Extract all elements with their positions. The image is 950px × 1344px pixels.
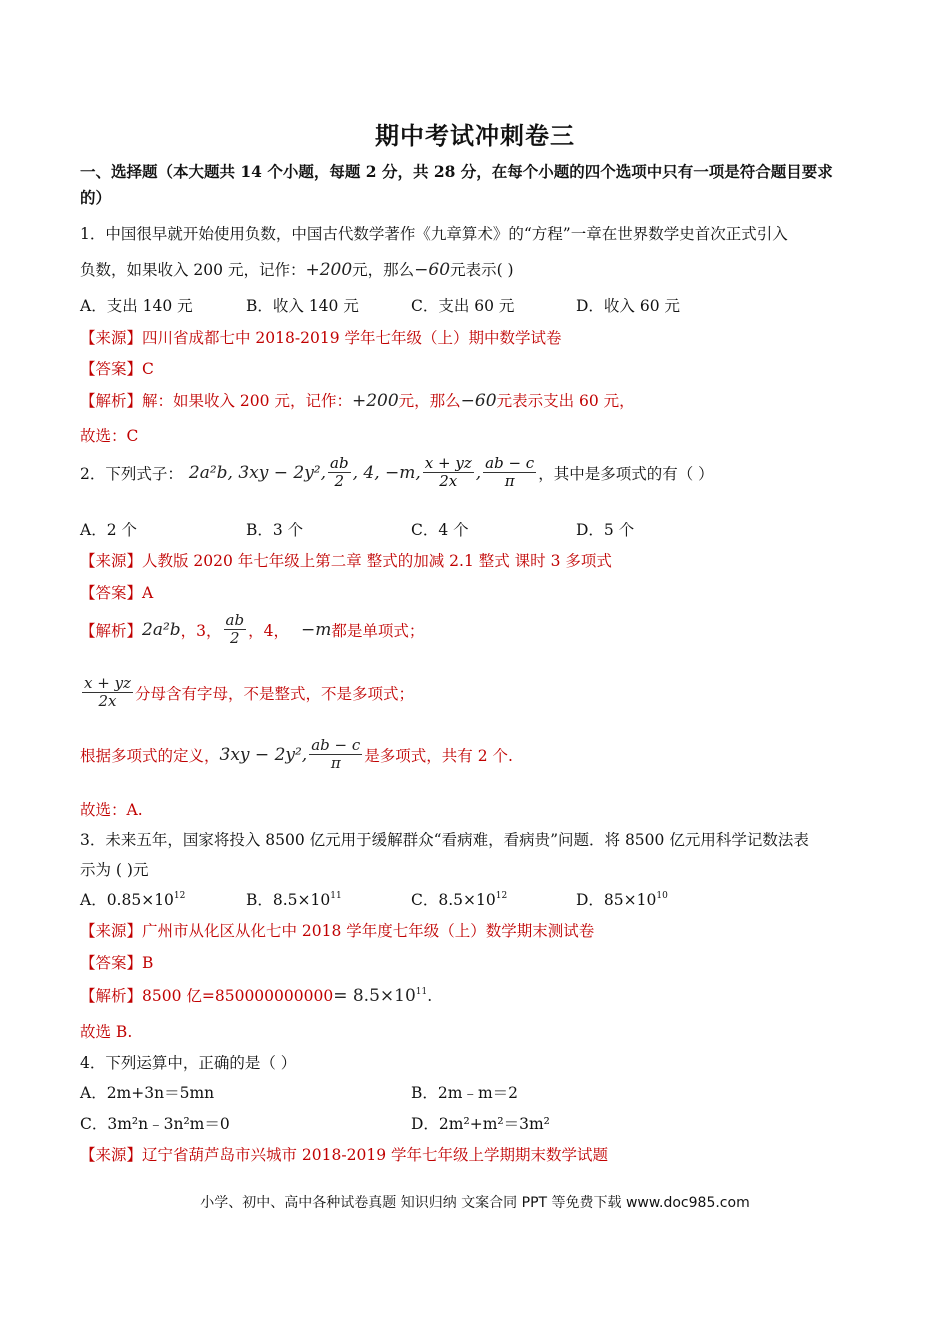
q3-option-b: B．$8.5\times 10^{11}$ [246, 891, 342, 909]
q2-option-c: C．4 个 [411, 521, 469, 539]
q2-fraction-abc-pi: $\frac{ab - c}{\pi}$ [485, 454, 535, 491]
q1-answer: 【答案】C [80, 360, 154, 378]
q4-option-a: A．2m+3n＝5mn [80, 1084, 215, 1102]
q3-option-d: D．$85\times 10^{10}$ [576, 891, 668, 909]
q3-choose: 故选 B. [80, 1023, 133, 1041]
page-footer: 小学、初中、高中各种试卷真题 知识归纳 文案合同 PPT 等免费下载 www.doc985.com [200, 1195, 750, 1211]
q2-analysis-line2: $\frac{x + yz}{2x}$ 分母含有字母，不是整式，不是多项式； [84, 674, 414, 711]
q2-source: 【来源】人教版 2020 年七年级上第二章 整式的加减 2.1 整式 课时 3 多项式 [80, 552, 612, 570]
q1-math-minus60: −60 [414, 260, 451, 280]
q3-source: 【来源】广州市从化区从化七中 2018 学年度七年级（上）数学期末测试卷 [80, 922, 595, 940]
q1-choose: 故选：C [80, 427, 139, 445]
q3-analysis: 【解析】8500 亿$=850000000000= 8.5\times 10^{11}$. [80, 986, 433, 1006]
q1-math-plus200: +200 [305, 260, 353, 280]
q2-expr2: , 4, −m, [352, 462, 421, 483]
q1-analysis: 【解析】解：如果收入 200 元，记作：+200元，那么−60元表示支出 60 元， [80, 391, 635, 411]
section-heading-line2: 的） [80, 188, 112, 207]
q4-source: 【来源】辽宁省葫芦岛市兴城市 2018-2019 学年七年级上学期期末数学试题 [80, 1146, 608, 1164]
q3-option-a: A．$0.85\times 10^{12}$ [80, 891, 186, 909]
q2-option-b: B．3 个 [246, 521, 304, 539]
q2-expr1: 2a²b, 3xy − 2y², [188, 462, 327, 483]
q4-option-c: C．3m²n﹣3n²m＝0 [80, 1115, 230, 1133]
q1-option-d: D．收入 60 元 [576, 297, 681, 315]
q4-option-b: B．2m﹣m＝2 [411, 1084, 519, 1102]
q2-option-d: D．5 个 [576, 521, 635, 539]
q2-answer: 【答案】A [80, 584, 154, 602]
q3-stem-line2: 示为 ( )元 [80, 861, 149, 879]
q2-choose: 故选：A. [80, 801, 143, 819]
q1-option-b: B．收入 140 元 [246, 297, 359, 315]
q4-stem: 4．下列运算中，正确的是（ ） [80, 1054, 297, 1072]
q1-option-c: C．支出 60 元 [411, 297, 515, 315]
section-heading-line1: 一、选择题（本大题共 14 个小题，每题 2 分，共 28 分，在每个小题的四个选项中只有一项是符合题目要求 [80, 162, 833, 181]
q1-stem-line1: 1．中国很早就开始使用负数，中国古代数学著作《九章算术》的“方程”一章在世界数学史首次正式引入 [80, 225, 788, 243]
q4-option-d: D．2m²+m²＝3m² [411, 1115, 550, 1133]
q2-analysis-line3: 根据多项式的定义， 3xy − 2y², $\frac{ab - c}{\pi}$ 是多项式，共有 2 个. [80, 736, 513, 773]
q3-answer: 【答案】B [80, 954, 154, 972]
q2-fraction-ab-2: $\frac{ab}{2}$ [330, 454, 349, 491]
q1-source: 【来源】四川省成都七中 2018-2019 学年七年级（上）期中数学试卷 [80, 329, 562, 347]
q2-fraction-xyz-2x: $\frac{x + yz}{2x}$ [424, 454, 472, 491]
q2-analysis-line1: 【解析】 2a²b ，3， $\frac{ab}{2}$ ，4， −m 都是单项式； [80, 611, 425, 648]
q2-option-a: A．2 个 [80, 521, 137, 539]
q3-option-c: C．$8.5\times 10^{12}$ [411, 891, 508, 909]
q1-option-a: A．支出 140 元 [80, 297, 193, 315]
page-title: 期中考试冲刺卷三 [375, 121, 575, 150]
q1-stem-line2: 负数，如果收入 200 元，记作：+200元，那么−60元表示( ) [80, 260, 514, 280]
q3-stem-line1: 3．未来五年，国家将投入 8500 亿元用于缓解群众“看病难，看病贵”问题．将 8500 亿元用科学记数法表 [80, 831, 809, 849]
q2-stem: 2．下列式子： 2a²b, 3xy − 2y², $\frac{ab}{2}$ , 4, −m, $\frac{x + yz}{2x}$ , $\frac{ab - c}{\pi}$ ，其中是多项式的有（ ） [80, 454, 714, 491]
